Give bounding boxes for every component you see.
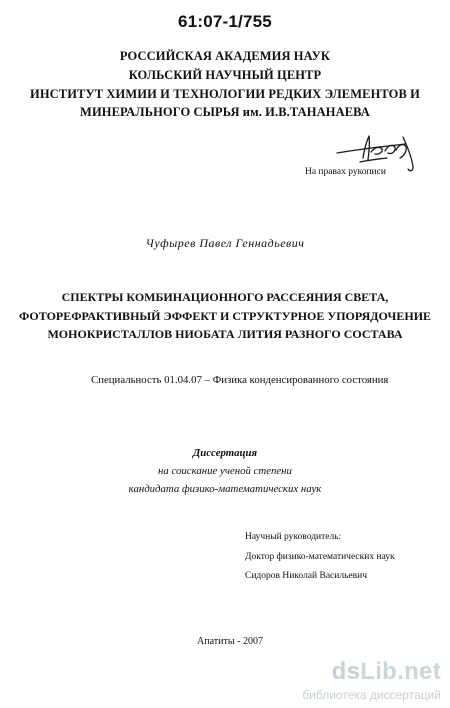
- institution-line: КОЛЬСКИЙ НАУЧНЫЙ ЦЕНТР: [128, 68, 322, 82]
- advisor-degree: Доктор физико-математических наук: [245, 552, 395, 562]
- advisor-name: Сидоров Николай Васильевич: [245, 571, 367, 581]
- catalog-number: 61:07-1/755: [178, 12, 272, 31]
- dslib-tagline: библиотека диссертаций: [302, 688, 441, 702]
- institution-line: ИНСТИТУТ ХИМИИ И ТЕХНОЛОГИИ РЕДКИХ ЭЛЕМЕНТОВ И: [30, 87, 420, 101]
- dissertation-label: Диссертация: [192, 447, 258, 459]
- institution-line: МИНЕРАЛЬНОГО СЫРЬЯ им. И.В.ТАНАНАЕВА: [80, 105, 370, 119]
- degree-purpose-line: на соискание ученой степени: [158, 465, 292, 477]
- dslib-watermark[interactable]: [262, 658, 447, 706]
- manuscript-note: На правах рукописи: [305, 167, 386, 177]
- city-year: Апатиты - 2007: [197, 636, 263, 647]
- thesis-title-line: ФОТОРЕФРАКТИВНЫЙ ЭФФЕКТ И СТРУКТУРНОЕ УПОРЯДОЧЕНИЕ: [18, 309, 432, 323]
- thesis-title-line: МОНОКРИСТАЛЛОВ НИОБАТА ЛИТИЯ РАЗНОГО СОСТАВА: [47, 327, 403, 341]
- author-name: Чуфырев Павел Геннадьевич: [145, 236, 305, 250]
- degree-purpose-line: кандидата физико-математических наук: [128, 483, 322, 495]
- thesis-title-line: СПЕКТРЫ КОМБИНАЦИОННОГО РАССЕЯНИЯ СВЕТА,: [61, 290, 389, 304]
- institution-line: РОССИЙСКАЯ АКАДЕМИЯ НАУК: [119, 49, 331, 63]
- specialty-line: Специальность 01.04.07 – Физика конденсированного состояния: [91, 374, 389, 386]
- advisor-heading: Научный руководитель:: [245, 532, 342, 542]
- dslib-logo-suffix: Lib.net: [360, 658, 441, 685]
- dslib-logo-prefix: ds: [331, 658, 361, 685]
- dslib-logo: [332, 658, 441, 686]
